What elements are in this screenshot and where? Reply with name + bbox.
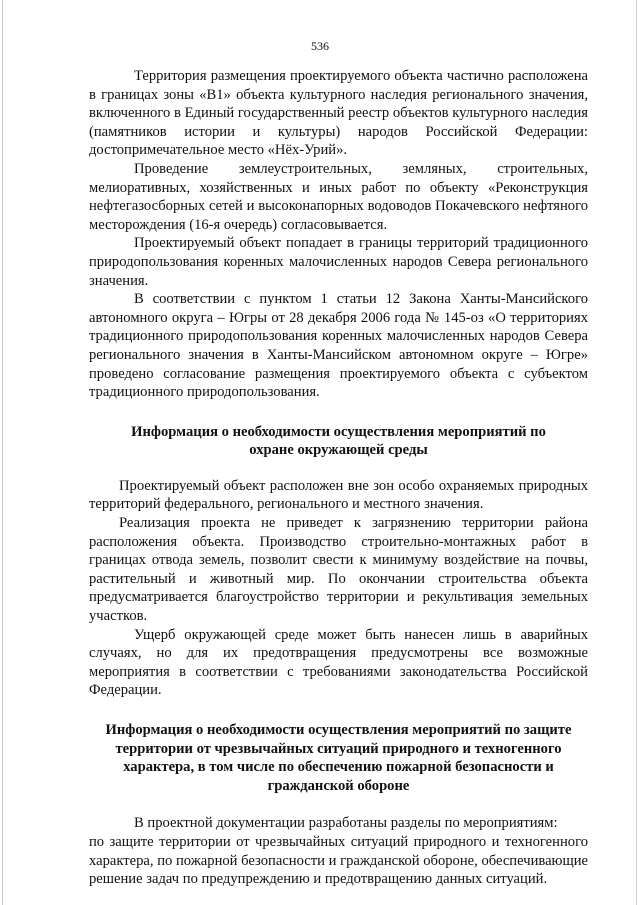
paragraph-works-approval: Проведение землеустроительных, земляных, строительных, мелиоративных, хозяйственных и иных работ по объекту «Реконструкция нефтегазосборных сетей и высоконапорных водоводов Покачевского нефтяного месторождения (16-я очередь) согласовывается.: [89, 160, 588, 233]
section-heading-environment: Информация о необходимости осуществления мероприятий по охране окружающей среды: [131, 423, 546, 459]
document-body: [89, 67, 588, 889]
page-number: 536: [311, 39, 329, 53]
paragraph-no-pollution: Реализация проекта не приведет к загрязнению территории района расположения объекта. Производство строительно-монтажных работ в границах отвода земель, позволит свести к минимуму воздействие на почвы, растительный и животный мир. По окончании строительства объекта предусматривается благоустройство территории и рекультивация земельных участков.: [89, 515, 588, 625]
scan-edge-right: [636, 0, 637, 905]
section-heading-emergency: Информация о необходимости осуществления мероприятий по защите территории от чрезвычайных ситуаций природного и техногенного характера, в том числе по обеспечению пожарной безопасности и гражданской обороне: [105, 722, 572, 794]
paragraph-emergency-damage: Ущерб окружающей среде может быть нанесен лишь в аварийных случаях, но для их предотвращения предусмотрены все возможные мероприятия в соответствии с требованиями законодательства Российской Федерации.: [89, 626, 588, 699]
paragraph-traditional-territory: Проектируемый объект попадает в границы территорий традиционного природопользования коренных малочисленных народов Севера регионального значения.: [89, 235, 588, 289]
paragraph-heritage-zone: Территория размещения проектируемого объекта частично расположена в границах зоны «В1» объекта культурного наследия регионального значения, включенного в Единый государственный реестр объектов культурного наследия (памятников истории и культуры) народов Российской Федерации: достопримечательное место «Нёх-Урий».: [89, 68, 588, 159]
paragraph-protected-areas: Проектируемый объект расположен вне зон особо охраняемых природных территорий федерального, регионального и местного значения.: [89, 477, 588, 513]
scan-edge-left: [2, 0, 3, 905]
paragraph-protection-measures: по защите территории от чрезвычайных ситуаций природного и техногенного характера, по пожарной безопасности и гражданской обороне, обеспечивающие решение задач по предупреждению и предотвращению данных ситуаций.: [89, 833, 588, 888]
paragraph-design-sections: В проектной документации разработаны разделы по мероприятиям:: [134, 815, 558, 832]
paragraph-law-approval: В соответствии с пунктом 1 статьи 12 Закона Ханты-Мансийского автономного округа – Югры от 28 декабря 2006 года № 145-оз «О территориях традиционного природопользования коренных малочисленных народов Севера регионального значения в Ханты-Мансийском автономном округе – Югре» проведено согласование размещения проектируемого объекта с субъектом традиционного природопользования.: [89, 291, 588, 401]
